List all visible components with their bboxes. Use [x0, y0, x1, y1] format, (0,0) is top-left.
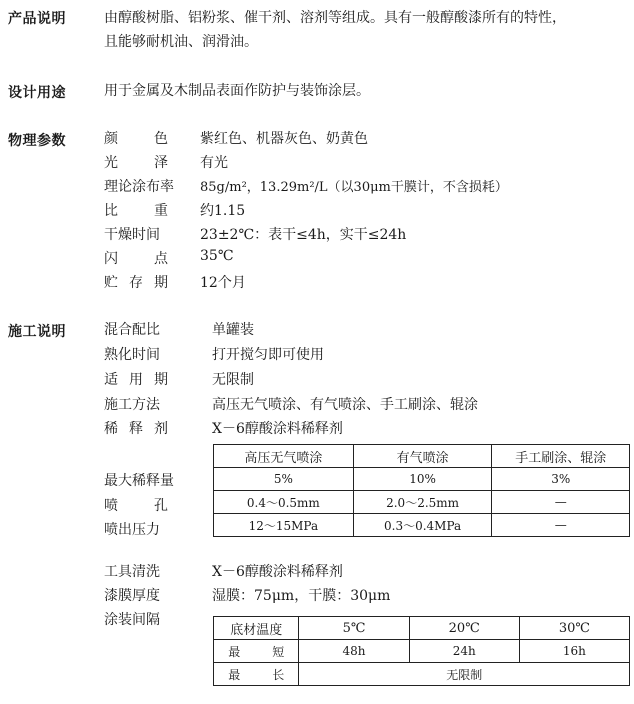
spray-table — [213, 444, 630, 537]
interval-header-30c: 30℃ — [519, 617, 629, 640]
spray-row-nozzle — [214, 491, 630, 514]
spray-row-pressure — [214, 514, 630, 537]
app-value-potlife: 无限制 — [212, 372, 254, 388]
interval-header-5c: 5℃ — [299, 617, 409, 640]
spray-row-thinning — [214, 468, 630, 491]
interval-label-max: 最 长 — [214, 663, 299, 686]
spray-rowlabel-max-thinning: 最大稀释量 — [104, 473, 174, 489]
interval-row-max — [214, 663, 630, 686]
physical-label-shelf: 贮 存 期 — [104, 275, 168, 291]
physical-label-density: 比 重 — [104, 203, 168, 219]
app-value-film: 湿膜：75μm，干膜：30μm — [212, 588, 391, 604]
app-label-film: 漆膜厚度 — [104, 588, 160, 604]
application-heading: 施工说明 — [8, 324, 66, 340]
physical-label-drying: 干燥时间 — [104, 227, 160, 243]
app-value-thinner: X－6醇酸涂料稀释剂 — [212, 421, 343, 437]
product-line-2: 且能够耐机油、润滑油。 — [104, 34, 258, 50]
app-label-cleaning: 工具清洗 — [104, 564, 160, 580]
interval-cell: 48h — [299, 640, 409, 663]
app-label-mix: 混合配比 — [104, 322, 160, 338]
physical-value-shelf: 12个月 — [200, 275, 246, 291]
spray-cell: 12～15MPa — [214, 514, 354, 537]
app-value-mix: 单罐装 — [212, 322, 254, 338]
app-value-maturation: 打开搅匀即可使用 — [212, 347, 324, 363]
spray-cell: 2.0～2.5mm — [353, 491, 492, 514]
spray-rowlabel-pressure: 喷出压力 — [104, 522, 160, 538]
spray-cell: 0.4～0.5mm — [214, 491, 354, 514]
interval-header-20c: 20℃ — [409, 617, 519, 640]
physical-label-color: 颜 色 — [104, 131, 168, 147]
spray-cell: — — [492, 514, 630, 537]
physical-label-flash: 闪 点 — [104, 251, 168, 267]
spray-header-brush: 手工刷涂、辊涂 — [492, 445, 630, 468]
interval-cell: 24h — [409, 640, 519, 663]
spray-rowlabel-nozzle: 喷 孔 — [104, 498, 168, 514]
spray-cell: 5% — [214, 468, 354, 491]
app-value-method: 高压无气喷涂、有气喷涂、手工刷涂、辊涂 — [212, 397, 478, 413]
app-label-method: 施工方法 — [104, 397, 160, 413]
physical-value-gloss: 有光 — [200, 155, 228, 171]
physical-value-drying: 23±2℃：表干≤4h，实干≤24h — [200, 227, 407, 243]
spray-cell: — — [492, 491, 630, 514]
usage-heading: 设计用途 — [8, 85, 66, 101]
physical-heading: 物理参数 — [8, 133, 66, 149]
interval-header-substrate: 底材温度 — [214, 617, 299, 640]
spray-cell: 3% — [492, 468, 630, 491]
physical-label-coverage: 理论涂布率 — [104, 179, 174, 195]
spray-cell: 0.3～0.4MPa — [353, 514, 492, 537]
usage-text: 用于金属及木制品表面作防护与装饰涂层。 — [104, 83, 370, 99]
spray-cell: 10% — [353, 468, 492, 491]
interval-row-min — [214, 640, 630, 663]
interval-cell: 16h — [519, 640, 629, 663]
app-label-interval: 涂装间隔 — [104, 612, 160, 628]
physical-value-flash: 35℃ — [200, 248, 234, 264]
spray-header-air: 有气喷涂 — [353, 445, 492, 468]
spray-header-airless: 高压无气喷涂 — [214, 445, 354, 468]
interval-header-row — [214, 617, 630, 640]
product-description — [104, 6, 630, 54]
interval-label-min: 最 短 — [214, 640, 299, 663]
physical-label-gloss: 光 泽 — [104, 155, 168, 171]
app-value-cleaning: X－6醇酸涂料稀释剂 — [212, 564, 343, 580]
physical-value-density: 约1.15 — [200, 203, 246, 219]
interval-table — [213, 616, 630, 686]
app-label-maturation: 熟化时间 — [104, 347, 160, 363]
interval-cell-unlimited: 无限制 — [299, 663, 630, 686]
product-heading: 产品说明 — [8, 11, 66, 27]
physical-value-color: 紫红色、机器灰色、奶黄色 — [200, 131, 368, 147]
product-line-1: 由醇酸树脂、铝粉浆、催干剂、溶剂等组成。具有一般醇酸漆所有的特性， — [104, 10, 566, 26]
app-label-thinner: 稀 释 剂 — [104, 421, 168, 437]
spray-table-header — [214, 445, 630, 468]
app-label-potlife: 适 用 期 — [104, 372, 168, 388]
physical-value-coverage: 85g/m²，13.29m²/L（以30μm干膜计，不含损耗） — [200, 180, 508, 195]
